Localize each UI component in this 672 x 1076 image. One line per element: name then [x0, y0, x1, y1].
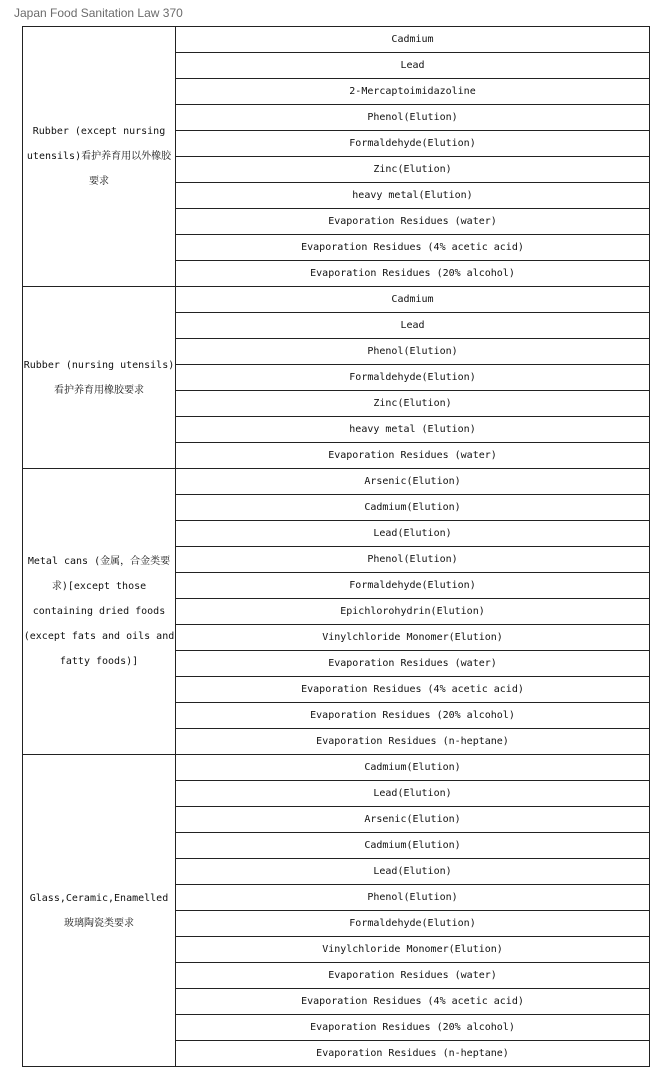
test-item-cell: Formaldehyde(Elution)	[176, 911, 650, 937]
test-item-cell: Phenol(Elution)	[176, 339, 650, 365]
category-cell: Rubber (except nursing utensils)看护养育用以外橡胶要求	[23, 27, 176, 287]
test-item-cell: Zinc(Elution)	[176, 391, 650, 417]
test-item-cell: Evaporation Residues (20% alcohol)	[176, 261, 650, 287]
test-item-cell: Epichlorohydrin(Elution)	[176, 599, 650, 625]
test-item-cell: Arsenic(Elution)	[176, 807, 650, 833]
test-item-cell: Evaporation Residues (water)	[176, 963, 650, 989]
test-item-cell: Vinylchloride Monomer(Elution)	[176, 937, 650, 963]
test-item-cell: Evaporation Residues (20% alcohol)	[176, 703, 650, 729]
test-item-cell: Formaldehyde(Elution)	[176, 573, 650, 599]
table-caption: Japan Food Sanitation Law 370	[14, 6, 183, 20]
category-cell: Rubber (nursing utensils)看护养育用橡胶要求	[23, 287, 176, 469]
test-item-cell: Evaporation Residues (water)	[176, 209, 650, 235]
test-item-cell: Arsenic(Elution)	[176, 469, 650, 495]
table-row	[23, 27, 650, 53]
test-item-cell: Cadmium	[176, 287, 650, 313]
test-item-cell: Lead(Elution)	[176, 521, 650, 547]
test-item-cell: Cadmium(Elution)	[176, 833, 650, 859]
test-item-cell: Zinc(Elution)	[176, 157, 650, 183]
category-cell: Glass,Ceramic,Enamelled 玻璃陶瓷类要求	[23, 755, 176, 1067]
test-item-cell: Evaporation Residues (4% acetic acid)	[176, 235, 650, 261]
test-item-cell: Evaporation Residues (n-heptane)	[176, 729, 650, 755]
test-item-cell: 2-Mercaptoimidazoline	[176, 79, 650, 105]
test-item-cell: Phenol(Elution)	[176, 547, 650, 573]
test-item-cell: Evaporation Residues (20% alcohol)	[176, 1015, 650, 1041]
table-row	[23, 755, 650, 781]
test-item-cell: Phenol(Elution)	[176, 885, 650, 911]
category-cell: Metal cans (金属，合金类要求)[except those containing dried foods (except fats and oils and fatty foods)]	[23, 469, 176, 755]
test-item-cell: Evaporation Residues (4% acetic acid)	[176, 989, 650, 1015]
test-item-cell: Formaldehyde(Elution)	[176, 365, 650, 391]
test-item-cell: Evaporation Residues (4% acetic acid)	[176, 677, 650, 703]
test-item-cell: Evaporation Residues (n-heptane)	[176, 1041, 650, 1067]
test-item-cell: Cadmium	[176, 27, 650, 53]
test-item-cell: heavy metal(Elution)	[176, 183, 650, 209]
table-row	[23, 287, 650, 313]
test-item-cell: Lead	[176, 53, 650, 79]
requirements-table	[22, 26, 650, 1067]
test-item-cell: Formaldehyde(Elution)	[176, 131, 650, 157]
test-item-cell: Lead(Elution)	[176, 781, 650, 807]
test-item-cell: Evaporation Residues (water)	[176, 443, 650, 469]
test-item-cell: Cadmium(Elution)	[176, 755, 650, 781]
test-item-cell: heavy metal (Elution)	[176, 417, 650, 443]
test-item-cell: Lead	[176, 313, 650, 339]
test-item-cell: Lead(Elution)	[176, 859, 650, 885]
test-item-cell: Evaporation Residues (water)	[176, 651, 650, 677]
test-item-cell: Phenol(Elution)	[176, 105, 650, 131]
test-item-cell: Vinylchloride Monomer(Elution)	[176, 625, 650, 651]
test-item-cell: Cadmium(Elution)	[176, 495, 650, 521]
requirements-table-body	[23, 27, 650, 1067]
table-row	[23, 469, 650, 495]
